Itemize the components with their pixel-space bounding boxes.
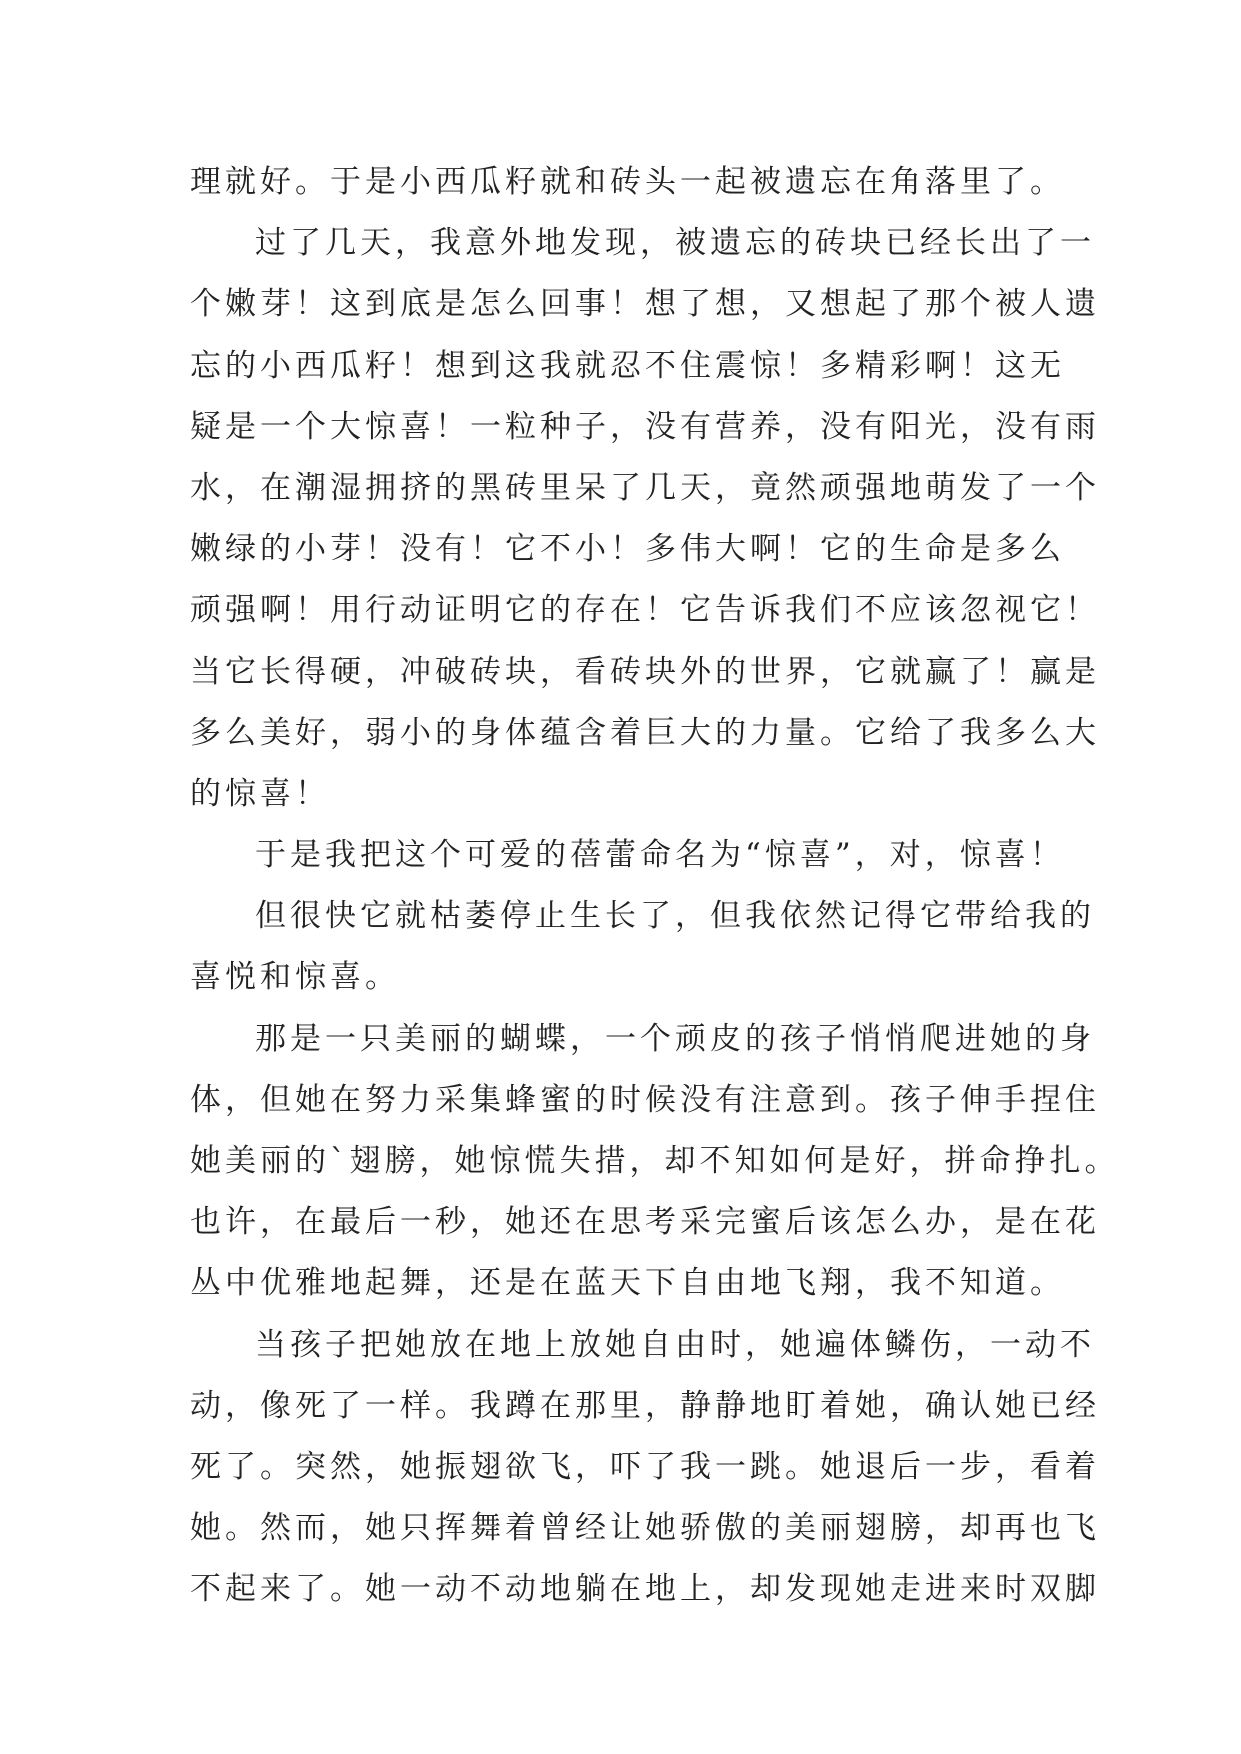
paragraph-first-line: 但很快它就枯萎停止生长了，但我依然记得它带给我的: [255, 898, 1095, 935]
text-line: 顽强啊！用行动证明它的存在！它告诉我们不应该忽视它！: [190, 592, 1100, 629]
text-line: 嫩绿的小芽！没有！它不小！多伟大啊！它的生命是多么: [190, 531, 1065, 568]
text-line: 理就好。于是小西瓜籽就和砖头一起被遗忘在角落里了。: [190, 164, 1065, 200]
text-line: 多么美好，弱小的身体蕴含着巨大的力量。它给了我多么大: [190, 714, 1100, 751]
text-line: 个嫩芽！这到底是怎么回事！想了想，又想起了那个被人遗: [190, 286, 1100, 323]
paragraph-first-line: 过了几天，我意外地发现，被遗忘的砖块已经长出了一: [255, 225, 1095, 262]
text-line: 也许，在最后一秒，她还在思考采完蜜后该怎么办，是在花: [190, 1204, 1100, 1241]
text-line: 她美丽的`翅膀，她惊慌失措，却不知如何是好，拼命挣扎。: [190, 1143, 1120, 1179]
paragraph-first-line: 当孩子把她放在地上放她自由时，她遍体鳞伤，一动不: [255, 1326, 1095, 1363]
text-line: 疑是一个大惊喜！一粒种子，没有营养，没有阳光，没有雨: [190, 408, 1100, 445]
text-line: 死了。突然，她振翅欲飞，吓了我一跳。她退后一步，看着: [190, 1448, 1100, 1485]
text-line: 水，在潮湿拥挤的黑砖里呆了几天，竟然顽强地萌发了一个: [190, 469, 1100, 506]
text-line: 她。然而，她只挥舞着曾经让她骄傲的美丽翅膀，却再也飞: [190, 1510, 1100, 1547]
text-line: 的惊喜！: [190, 775, 330, 812]
text-line: 丛中优雅地起舞，还是在蓝天下自由地飞翔，我不知道。: [190, 1265, 1065, 1302]
text-line: 动，像死了一样。我蹲在那里，静静地盯着她，确认她已经: [190, 1387, 1100, 1424]
paragraph-first-line: 那是一只美丽的蝴蝶，一个顽皮的孩子悄悄爬进她的身: [255, 1020, 1095, 1057]
paragraph-first-line: 于是我把这个可爱的蓓蕾命名为“惊喜”，对，惊喜！: [255, 837, 1065, 874]
essay-body: [190, 152, 1120, 1621]
text-line: 体，但她在努力采集蜂蜜的时候没有注意到。孩子伸手捏住: [190, 1081, 1100, 1118]
text-line: 不起来了。她一动不动地躺在地上，却发现她走进来时双脚: [190, 1571, 1100, 1608]
text-line: 当它长得硬，冲破砖块，看砖块外的世界，它就赢了！赢是: [190, 653, 1100, 690]
text-line: 喜悦和惊喜。: [190, 959, 400, 996]
text-line: 忘的小西瓜籽！想到这我就忍不住震惊！多精彩啊！这无: [190, 347, 1065, 384]
